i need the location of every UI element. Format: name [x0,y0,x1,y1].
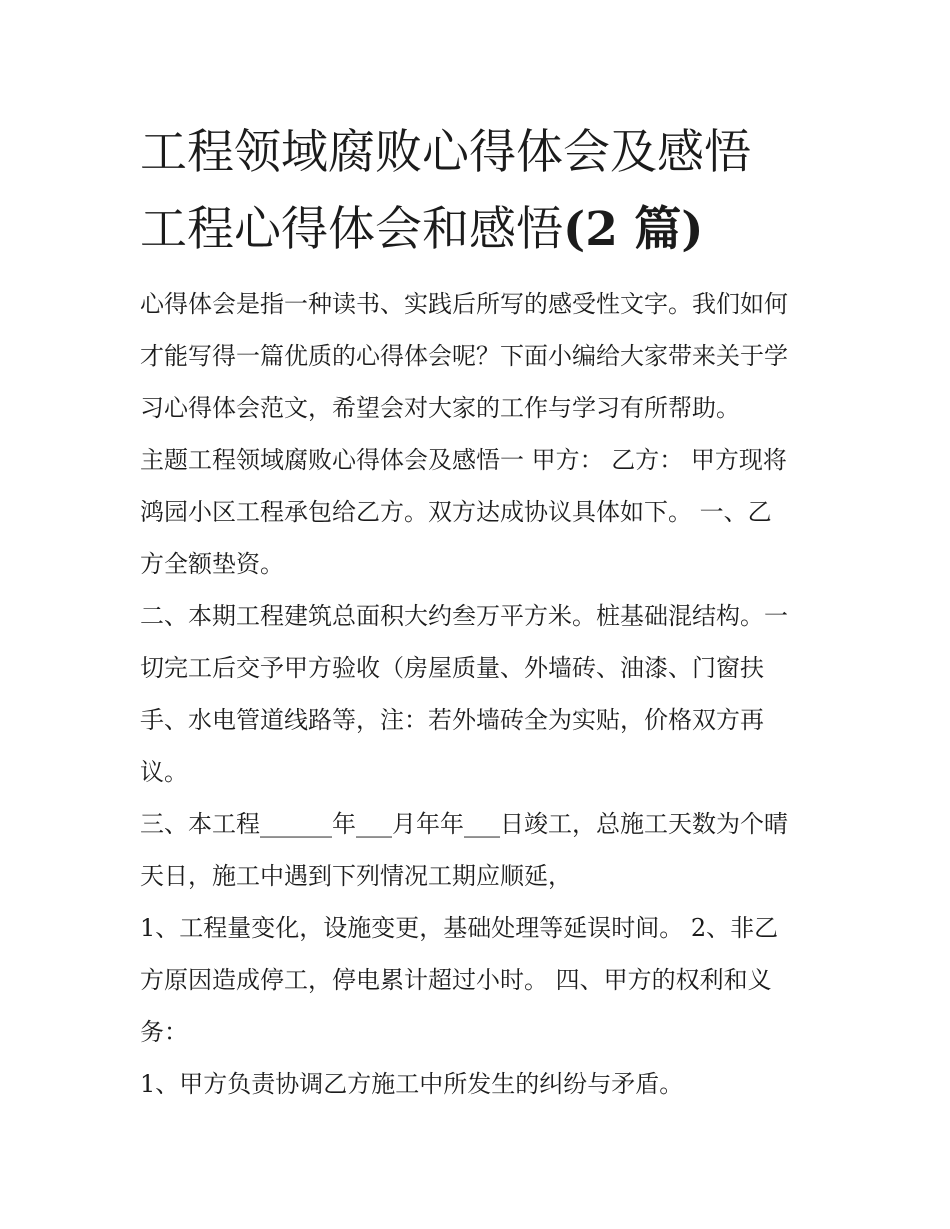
title-line-2-text: 工程心得体会和感悟 [140,202,563,257]
body-line: 议。 [140,758,188,786]
body-line: 习心得体会范文，希望会对大家的工作与学习有所帮助。 [140,394,740,422]
body-line: 主题工程领域腐败心得体会及感悟一 甲方： 乙方： 甲方现将 [140,446,787,474]
body-line: 方原因造成停工，停电累计超过小时。 四、甲方的权利和义 [140,966,772,994]
body-line: 三、本工程______年___月年年___日竣工，总施工天数为个晴 [140,810,788,838]
body-line: 心得体会是指一种读书、实践后所写的感受性文字。我们如何 [140,290,788,318]
body-line: 天日，施工中遇到下列情况工期应顺延， [140,862,572,890]
title-line-2-suffix: (2 篇) [563,202,704,257]
body-line: 切完工后交予甲方验收（房屋质量、外墙砖、油漆、门窗扶 [140,654,764,682]
body-line: 手、水电管道线路等，注：若外墙砖全为实贴，价格双方再 [140,706,764,734]
body-line: 1、甲方负责协调乙方施工中所发生的纠纷与矛盾。 [140,1070,684,1098]
body-line: 方全额垫资。 [140,550,284,578]
body-line: 1、工程量变化，设施变更，基础处理等延误时间。 2、非乙 [140,914,779,942]
body-line: 鸿园小区工程承包给乙方。双方达成协议具体如下。 一、乙 [140,498,772,526]
title-line-1: 工程领域腐败心得体会及感悟 [140,125,751,180]
document-body [140,278,820,1110]
body-line: 二、本期工程建筑总面积大约叁万平方米。桩基础混结构。一 [140,602,788,630]
body-line: 务： [140,1018,188,1046]
document-title [140,114,840,268]
title-line-2 [140,191,840,268]
body-line: 才能写得一篇优质的心得体会呢？下面小编给大家带来关于学 [140,342,788,370]
